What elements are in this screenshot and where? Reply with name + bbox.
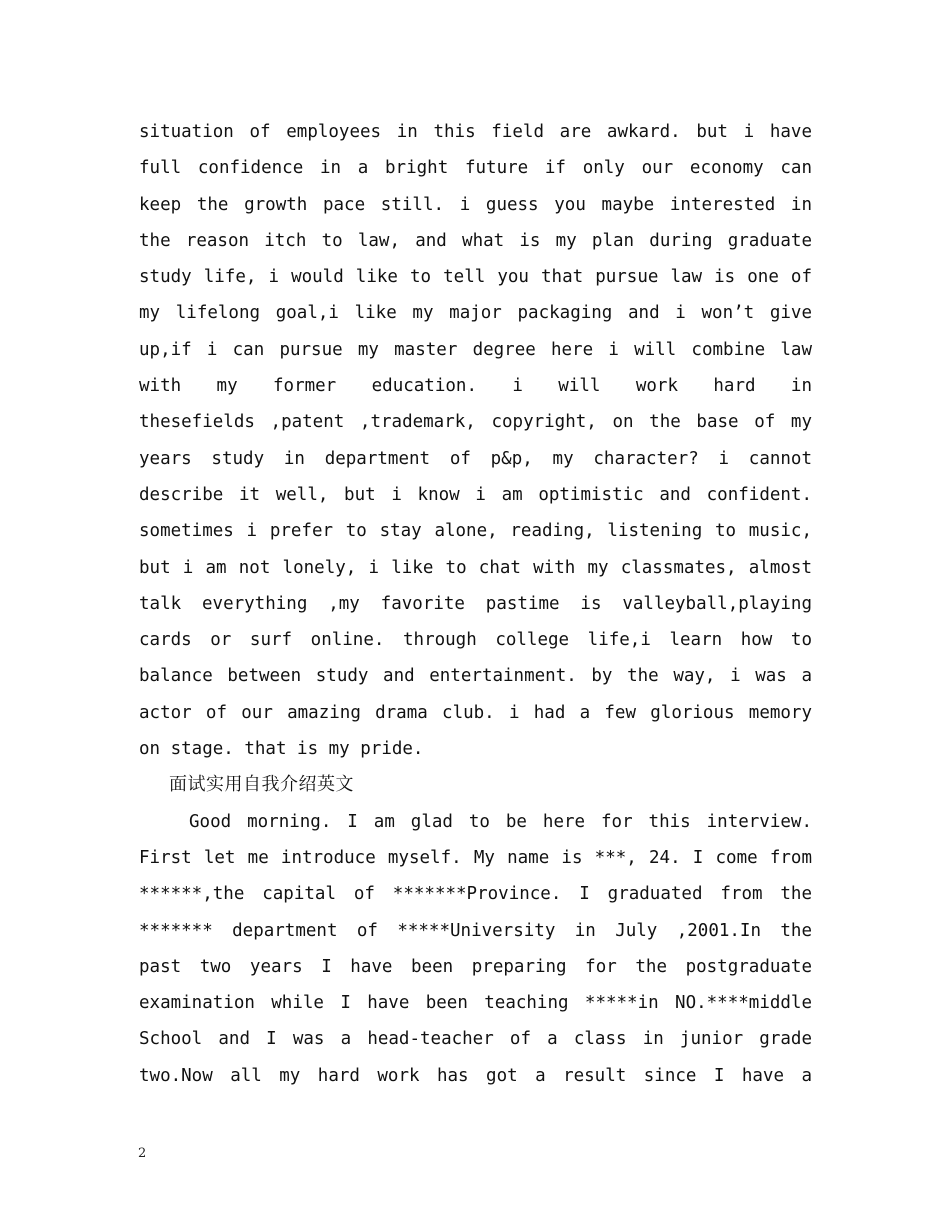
text-line: examination while I have been teaching *****in NO.****middle (139, 993, 812, 1014)
section-heading: 面试实用自我介绍英文 (169, 774, 354, 796)
text-line: talk everything ,my favorite pastime is valleyball,playing (139, 593, 812, 614)
text-line: my lifelong goal,i like my major packaging and i won’t give (139, 303, 812, 324)
text-line: years study in department of p&p, my character? i cannot (139, 448, 812, 469)
text-line: past two years I have been preparing for the postgraduate (139, 956, 812, 977)
text-line: cards or surf online. through college life,i learn how to (139, 630, 812, 651)
text-line: the reason itch to law, and what is my plan during graduate (139, 230, 812, 251)
text-line: keep the growth pace still. i guess you maybe interested in (139, 194, 812, 215)
text-line: two.Now all my hard work has got a result since I have a (139, 1065, 812, 1086)
text-line: up,if i can pursue my master degree here i will combine law (139, 339, 812, 360)
text-line: First let me introduce myself. My name is ***, 24. I come from (139, 847, 812, 868)
text-line: with my former education. i will work hard in (139, 376, 812, 397)
page-number: 2 (138, 1146, 147, 1161)
text-line: situation of employees in this field are awkard. but i have (139, 122, 812, 142)
text-line: ******* department of *****University in July ,2001.In the (139, 920, 812, 941)
text-line: actor of our amazing drama club. i had a few glorious memory (139, 702, 812, 723)
text-line: full confidence in a bright future if only our economy can (139, 158, 812, 179)
text-line: describe it well, but i know i am optimistic and confident. (139, 484, 812, 505)
text-line: ******,the capital of *******Province. I graduated from the (139, 884, 812, 905)
text-line: sometimes i prefer to stay alone, reading, listening to music, (139, 521, 812, 542)
text-line: on stage. that is my pride. (139, 739, 424, 760)
text-line: study life, i would like to tell you that pursue law is one of (139, 267, 812, 288)
text-line: thesefields ,patent ,trademark, copyright, on the base of my (139, 412, 812, 433)
text-line: balance between study and entertainment. by the way, i was a (139, 666, 812, 687)
text-line: Good morning. I am glad to be here for this interview. (189, 811, 812, 832)
text-line: but i am not lonely, i like to chat with my classmates, almost (139, 557, 812, 578)
body-text (139, 114, 812, 1094)
text-line: School and I was a head-teacher of a class in junior grade (139, 1029, 812, 1050)
